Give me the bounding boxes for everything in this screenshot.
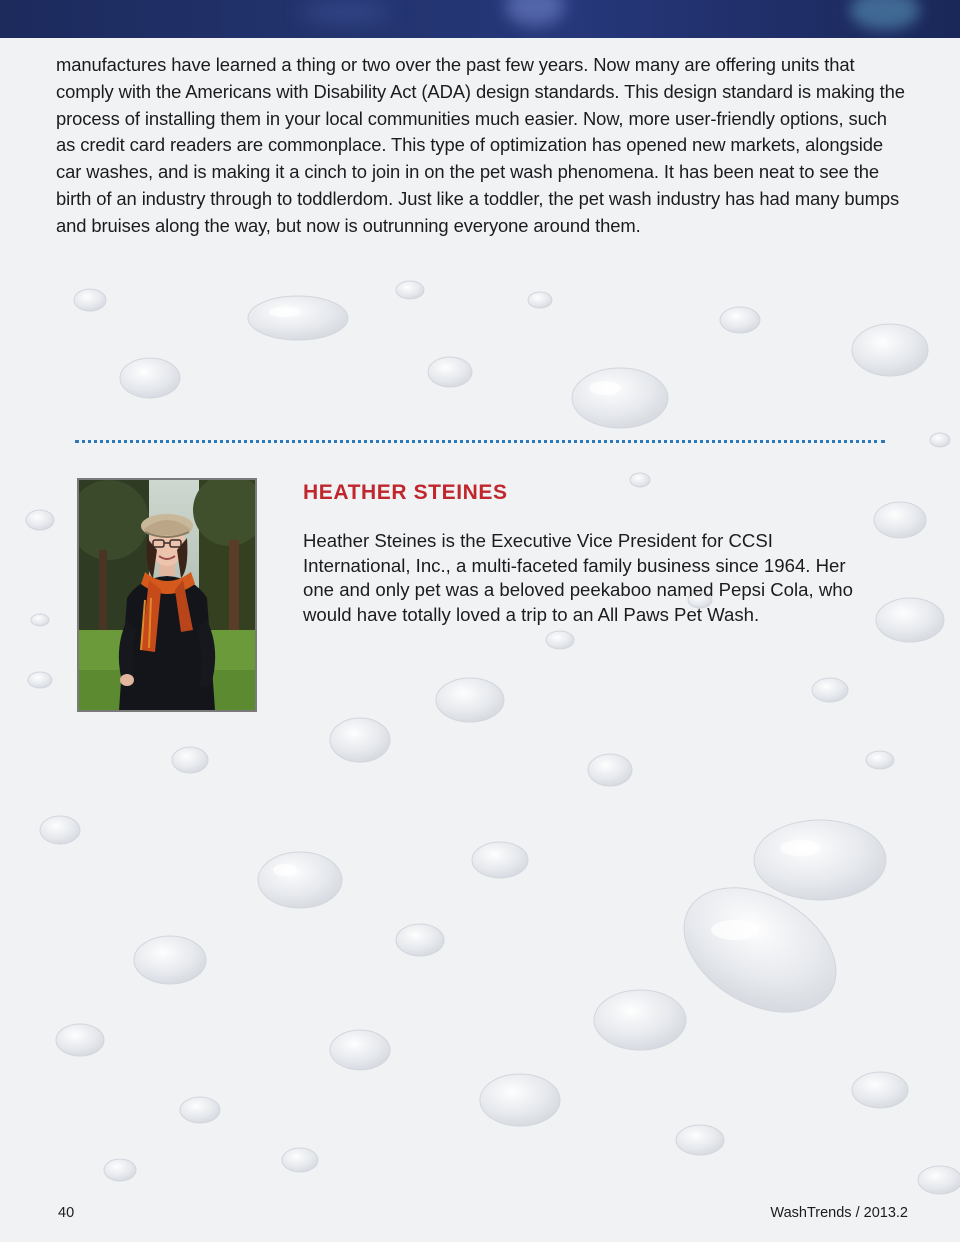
page-number: 40 — [58, 1205, 75, 1221]
section-divider — [75, 440, 885, 443]
author-portrait-image — [79, 480, 255, 710]
footer-separator: / — [851, 1205, 864, 1221]
article-body-paragraph: manufactures have learned a thing or two over the past few years. Now many are offering units that comply with the Americans with Disability Act (ADA) design standards. This design standard is making the process of installing them in your local communities much easier. Now, more user-friendly options, such as credit card readers are commonplace. This type of optimization has opened new markets, alongside car washes, and is making it a cinch to join in on the pet wash phenomena. It has been neat to see the birth of an industry through to toddlerdom. Just like a toddler, the pet wash industry has had many bumps and bruises along the way, but now is outrunning everyone around them. — [56, 54, 905, 236]
issue-number: 2013.2 — [863, 1205, 908, 1221]
top-banner — [0, 0, 960, 38]
publication-footer — [770, 1205, 908, 1221]
author-name-heading: HEATHER STEINES — [303, 481, 508, 504]
author-photo — [77, 478, 257, 712]
author-bio-text: Heather Steines is the Executive Vice President for CCSI International, Inc., a multi-faceted family business since 1964. Her one and only pet was a beloved peekaboo named Pepsi Cola, who would have totally loved a trip to an All Paws Pet Wash. — [303, 530, 853, 625]
publication-name: WashTrends — [770, 1205, 852, 1221]
